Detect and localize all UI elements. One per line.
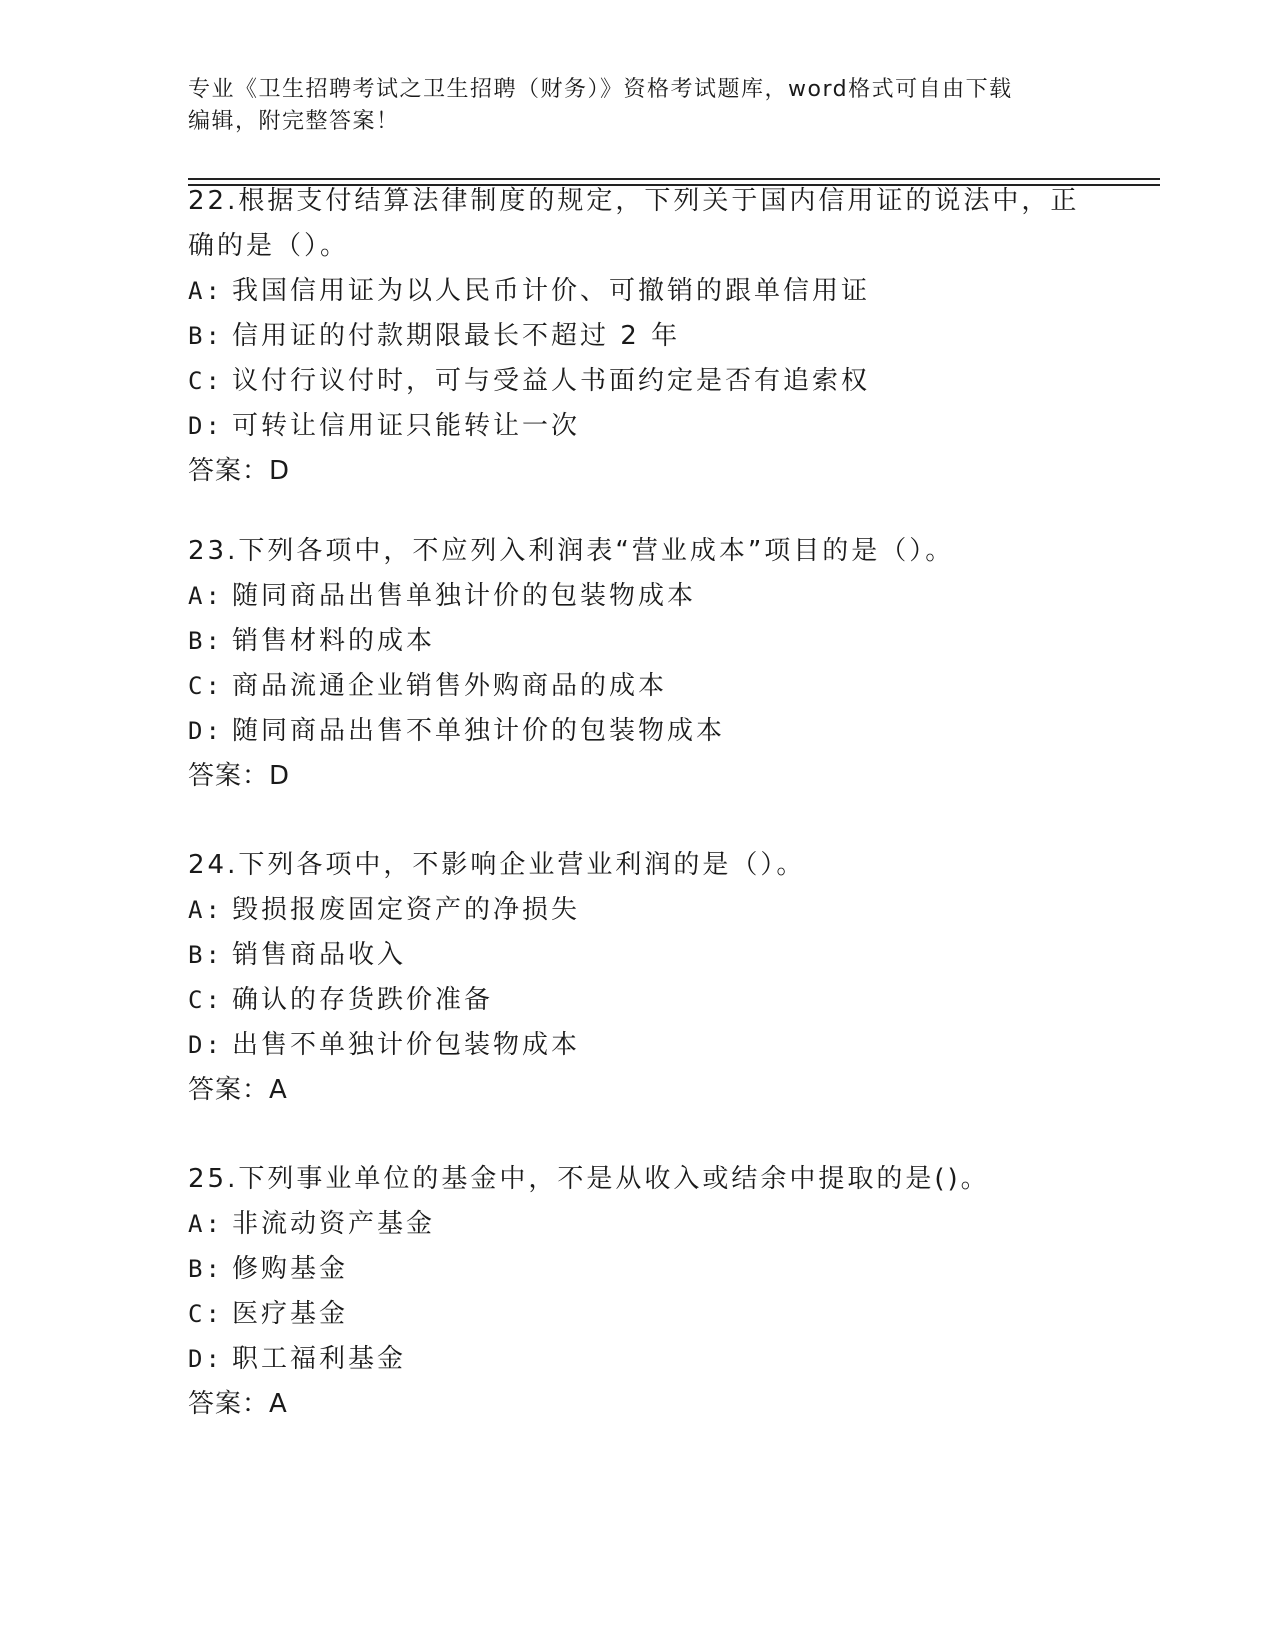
answer-line <box>188 449 1088 494</box>
option-text: 随同商品出售不单独计价的包装物成本 <box>232 716 726 746</box>
option-key: C: <box>188 1300 223 1328</box>
option-text: 销售材料的成本 <box>232 626 436 656</box>
option-a <box>188 574 1088 619</box>
answer-line <box>188 754 1088 799</box>
option-key: B: <box>188 1255 223 1283</box>
answer-value: A <box>269 1389 288 1419</box>
option-key: C: <box>188 367 223 395</box>
option-text: 随同商品出售单独计价的包装物成本 <box>232 581 697 611</box>
option-c <box>188 978 1088 1023</box>
option-key: D: <box>188 1031 223 1059</box>
option-key: D: <box>188 717 223 745</box>
option-key: B: <box>188 941 223 969</box>
answer-label: 答案： <box>188 456 270 486</box>
option-text: 确认的存货跌价准备 <box>232 985 494 1015</box>
question-24 <box>188 843 1088 1113</box>
option-key: A: <box>188 896 223 924</box>
option-key: D: <box>188 412 223 440</box>
option-text: 销售商品收入 <box>232 940 407 970</box>
option-key: A: <box>188 1210 223 1238</box>
answer-label: 答案： <box>188 1075 270 1105</box>
option-a <box>188 269 1088 314</box>
option-text: 职工福利基金 <box>232 1344 407 1374</box>
answer-line <box>188 1382 1088 1427</box>
option-key: C: <box>188 672 223 700</box>
answer-label: 答案： <box>188 761 270 791</box>
option-text: 医疗基金 <box>232 1299 349 1329</box>
option-a <box>188 888 1088 933</box>
option-text: 我国信用证为以人民币计价、可撤销的跟单信用证 <box>232 276 871 306</box>
option-text: 商品流通企业销售外购商品的成本 <box>232 671 668 701</box>
question-stem: 22.根据支付结算法律制度的规定，下列关于国内信用证的说法中，正 <box>188 186 1080 216</box>
option-text: 可转让信用证只能转让一次 <box>232 411 581 441</box>
option-d <box>188 709 1088 754</box>
question-stem: 24.下列各项中，不影响企业营业利润的是（）。 <box>188 850 806 880</box>
option-key: B: <box>188 627 223 655</box>
option-b <box>188 1247 1088 1292</box>
option-text: 出售不单独计价包装物成本 <box>232 1030 581 1060</box>
option-text: 修购基金 <box>232 1254 349 1284</box>
document-header <box>188 74 1088 138</box>
option-key: D: <box>188 1345 223 1373</box>
option-key: A: <box>188 277 223 305</box>
answer-value: D <box>269 456 291 486</box>
header-line-1: 专业《卫生招聘考试之卫生招聘（财务）》资格考试题库，word格式可自由下载 <box>188 77 1013 102</box>
option-text: 信用证的付款期限最长不超过 2 年 <box>232 321 681 351</box>
option-b <box>188 933 1088 978</box>
option-d <box>188 1337 1088 1382</box>
option-c <box>188 1292 1088 1337</box>
answer-line <box>188 1068 1088 1113</box>
option-text: 毁损报废固定资产的净损失 <box>232 895 581 925</box>
option-key: C: <box>188 986 223 1014</box>
option-c <box>188 359 1088 404</box>
option-a <box>188 1202 1088 1247</box>
option-d <box>188 404 1088 449</box>
option-text: 议付行议付时，可与受益人书面约定是否有追索权 <box>232 366 871 396</box>
option-d <box>188 1023 1088 1068</box>
option-text: 非流动资产基金 <box>232 1209 436 1239</box>
question-23 <box>188 529 1088 799</box>
question-stem: 25.下列事业单位的基金中，不是从收入或结余中提取的是()。 <box>188 1164 990 1194</box>
question-22 <box>188 179 1088 494</box>
question-stem-continued: 确的是（）。 <box>188 231 350 261</box>
answer-value: A <box>269 1075 288 1105</box>
answer-label: 答案： <box>188 1389 270 1419</box>
question-25 <box>188 1157 1088 1427</box>
option-b <box>188 619 1088 664</box>
option-key: B: <box>188 322 223 350</box>
question-stem: 23.下列各项中，不应列入利润表“营业成本”项目的是（）。 <box>188 536 955 566</box>
option-b <box>188 314 1088 359</box>
header-line-2: 编辑，附完整答案！ <box>188 109 400 134</box>
answer-value: D <box>269 761 291 791</box>
option-c <box>188 664 1088 709</box>
option-key: A: <box>188 582 223 610</box>
